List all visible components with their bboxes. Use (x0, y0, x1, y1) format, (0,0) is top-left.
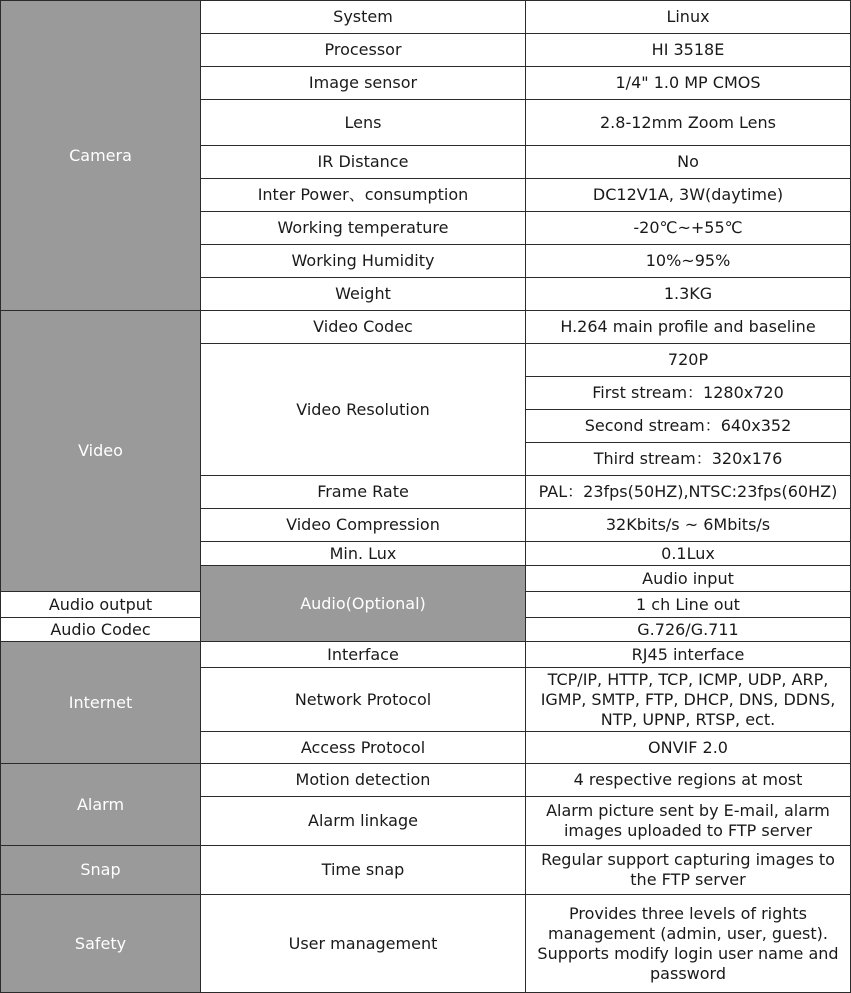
value-cell: -20℃~+55℃ (526, 212, 851, 245)
value-cell: 1 ch Line out (526, 592, 851, 618)
table-row (1, 764, 851, 797)
value-cell: 2.8-12mm Zoom Lens (526, 100, 851, 146)
label-cell: IR Distance (201, 146, 526, 179)
value-cell: First stream：1280x720 (526, 377, 851, 410)
label-cell: Time snap (201, 846, 526, 895)
label-cell: Processor (201, 34, 526, 67)
label-cell: Working Humidity (201, 245, 526, 278)
value-cell: 720P (526, 344, 851, 377)
label-cell: Min. Lux (201, 542, 526, 566)
label-cell: Access Protocol (201, 732, 526, 764)
label-cell: Audio output (1, 592, 201, 618)
value-cell: TCP/IP, HTTP, TCP, ICMP, UDP, ARP, IGMP, SMTP, FTP, DHCP, DNS, DDNS, NTP, UPNP, RTSP, ect. (526, 668, 851, 732)
value-cell: HI 3518E (526, 34, 851, 67)
category-cell-camera: Camera (1, 1, 201, 311)
table-row (1, 846, 851, 895)
label-cell: Video Compression (201, 509, 526, 542)
value-cell: PAL：23fps(50HZ),NTSC:23fps(60HZ) (526, 476, 851, 509)
value-cell: Second stream：640x352 (526, 410, 851, 443)
label-cell: Motion detection (201, 764, 526, 797)
label-cell: Lens (201, 100, 526, 146)
value-cell: 1.3KG (526, 278, 851, 311)
label-cell: System (201, 1, 526, 34)
value-cell: No (526, 146, 851, 179)
category-cell-video: Video (1, 311, 201, 592)
label-cell: Alarm linkage (201, 797, 526, 846)
category-cell-internet: Internet (1, 642, 201, 764)
category-cell-snap: Snap (1, 846, 201, 895)
value-cell: 10%~95% (526, 245, 851, 278)
value-cell: Regular support capturing images to the FTP server (526, 846, 851, 895)
label-cell: Video Codec (201, 311, 526, 344)
value-cell: Alarm picture sent by E-mail, alarm images uploaded to FTP server (526, 797, 851, 846)
value-cell: 32Kbits/s ~ 6Mbits/s (526, 509, 851, 542)
value-cell: Third stream：320x176 (526, 443, 851, 476)
label-cell: Working temperature (201, 212, 526, 245)
value-cell: ONVIF 2.0 (526, 732, 851, 764)
table-row (1, 895, 851, 993)
label-cell: User management (201, 895, 526, 993)
category-cell-audio: Audio(Optional) (201, 566, 526, 642)
label-cell: Inter Power、consumption (201, 179, 526, 212)
table-row (1, 1, 851, 34)
category-cell-safety: Safety (1, 895, 201, 993)
table-row (1, 311, 851, 344)
label-cell: Image sensor (201, 67, 526, 100)
label-cell: Video Resolution (201, 344, 526, 476)
value-cell: H.264 main profile and baseline (526, 311, 851, 344)
value-cell: Provides three levels of rights management (admin, user, guest). Supports modify login user name and password (526, 895, 851, 993)
value-cell: 0.1Lux (526, 542, 851, 566)
label-cell: Audio input (526, 566, 851, 592)
label-cell: Network Protocol (201, 668, 526, 732)
value-cell: RJ45 interface (526, 642, 851, 668)
value-cell: DC12V1A, 3W(daytime) (526, 179, 851, 212)
value-cell: 1/4" 1.0 MP CMOS (526, 67, 851, 100)
label-cell: Frame Rate (201, 476, 526, 509)
label-cell: Audio Codec (1, 618, 201, 642)
value-cell: G.726/G.711 (526, 618, 851, 642)
label-cell: Interface (201, 642, 526, 668)
category-cell-alarm: Alarm (1, 764, 201, 846)
value-cell: 4 respective regions at most (526, 764, 851, 797)
table-row (1, 642, 851, 668)
label-cell: Weight (201, 278, 526, 311)
value-cell: Linux (526, 1, 851, 34)
